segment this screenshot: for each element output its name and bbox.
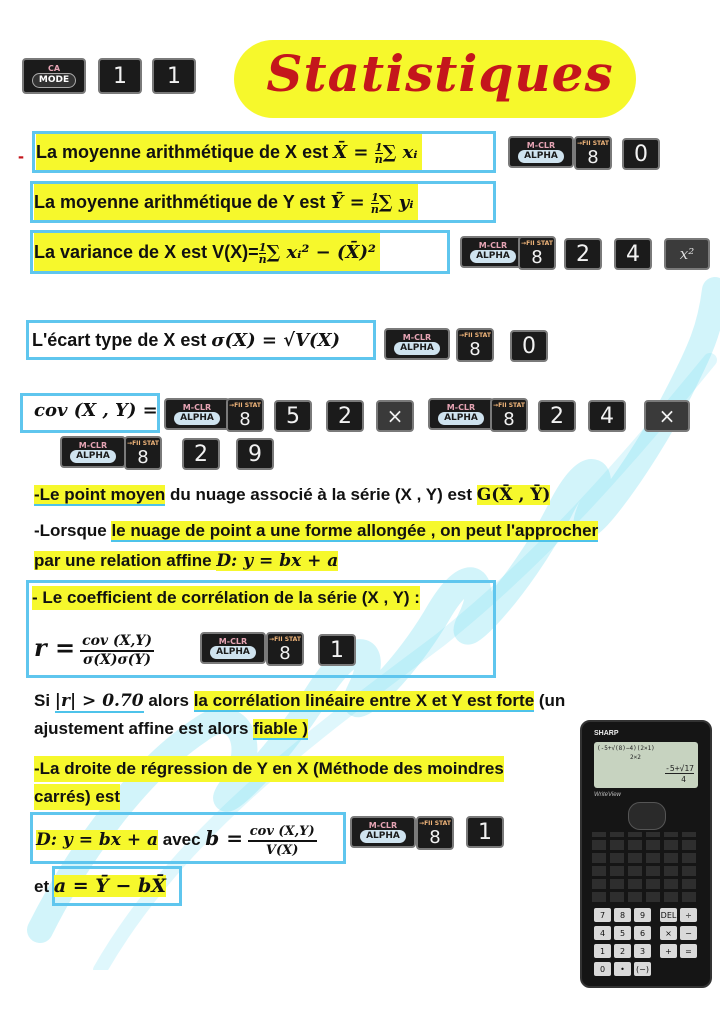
calculator-model: WriteView: [594, 792, 621, 798]
a-line: [34, 870, 166, 902]
key-0[interactable]: 0: [510, 330, 548, 362]
b-left: b =: [205, 826, 243, 850]
regression-formula: [36, 816, 317, 860]
calculator-digit-key: 6: [634, 926, 651, 940]
mean-y-line: [34, 184, 418, 220]
alpha-key[interactable]: [200, 632, 266, 664]
mode-key-label: MODE: [32, 73, 76, 88]
calculator-digit-key: 1: [594, 944, 611, 958]
key-8-label: 8: [279, 642, 291, 664]
calculator-op-grid: [660, 908, 700, 958]
d-formula: D: y = bx + a: [36, 830, 159, 850]
mclr-label: M-CLR: [218, 637, 248, 646]
mean-x-text: La moyenne arithmétique de X est: [36, 142, 329, 162]
key-8[interactable]: [456, 328, 494, 362]
alpha-key[interactable]: [164, 398, 230, 430]
calculator-digit-key: (−): [634, 962, 651, 976]
si-b: alors: [143, 691, 194, 710]
key-1[interactable]: 1: [98, 58, 142, 94]
stat-label: →FII STAT: [419, 819, 451, 827]
stat-label: →FII STAT: [229, 401, 261, 409]
point-moyen-line: [34, 482, 550, 508]
key-8-label: 8: [469, 338, 481, 360]
key-x-squared[interactable]: x²: [664, 238, 710, 270]
calculator-op-key: +: [660, 944, 677, 958]
key-2[interactable]: 2: [326, 400, 364, 432]
mclr-label: M-CLR: [526, 141, 556, 150]
key-2[interactable]: 2: [182, 438, 220, 470]
mean-x-formula-left: X̄ =: [333, 142, 375, 163]
key-4[interactable]: 4: [588, 400, 626, 432]
point-moyen-b: du nuage associé à la série (X , Y) est: [165, 485, 477, 504]
alpha-label: ALPHA: [210, 646, 256, 659]
screen-result-num: -5+√17: [665, 764, 694, 773]
droite-line-2: carrés) est: [34, 784, 120, 810]
one-over-n: $\frac{1}{n}$: [258, 240, 267, 266]
mean-y-formula-left: Ȳ =: [330, 192, 371, 213]
calculator-fn-keys: [592, 832, 700, 902]
droite-line-1: -La droite de régression de Y en X (Méthode des moindres: [34, 756, 504, 782]
stat-label: →FII STAT: [127, 439, 159, 447]
key-8-label: 8: [137, 446, 149, 468]
mean-x-formula-right: ∑ xᵢ: [382, 142, 418, 163]
variance-text: La variance de X est V(X)=: [34, 242, 259, 262]
bullet-dash: -: [18, 146, 24, 166]
ajust-b: fiable ): [253, 719, 308, 738]
r-fraction: $\frac{\text{cov (X,Y)}}{\sigma(X)\sigma(Y)}$: [82, 633, 152, 669]
nuage-c: par une relation affine: [34, 551, 217, 570]
key-8[interactable]: [266, 632, 304, 666]
calculator-op-key: DEL: [660, 908, 677, 922]
mean-x-line: [36, 134, 422, 170]
alpha-label: ALPHA: [518, 150, 564, 163]
calculator-digit-key: •: [614, 962, 631, 976]
std-text: L'écart type de X est: [32, 330, 207, 350]
calculator-digit-key: 9: [634, 908, 651, 922]
ajust-a: ajustement affine est alors: [34, 719, 254, 738]
key-8-label: 8: [503, 408, 515, 430]
key-8-label: 8: [531, 246, 543, 268]
avec-text: avec: [158, 830, 206, 849]
calculator-digit-key: 0: [594, 962, 611, 976]
mclr-label: M-CLR: [478, 241, 508, 250]
alpha-key[interactable]: [350, 816, 416, 848]
calculator-digit-key: 2: [614, 944, 631, 958]
si-formula: |r| > 0.70: [54, 691, 144, 711]
one-over-n: $\frac{1}{n}$: [374, 140, 383, 166]
alpha-key[interactable]: [60, 436, 126, 468]
calculator-dpad: [628, 802, 666, 830]
key-8[interactable]: [416, 816, 454, 850]
nuage-formula: D: y = bx + a: [216, 551, 339, 571]
mclr-label: M-CLR: [402, 333, 432, 342]
screen-result-den: 4: [681, 775, 686, 784]
b-fraction: $\frac{\text{cov (X,Y)}}{V(X)}$: [249, 823, 315, 858]
key-9[interactable]: 9: [236, 438, 274, 470]
calculator-op-key: =: [680, 944, 697, 958]
nuage-a: -Lorsque: [34, 521, 112, 540]
calculator-op-key: ×: [660, 926, 677, 940]
si-line-1: [34, 688, 565, 714]
stat-label: →FII STAT: [493, 401, 525, 409]
stat-label: →FII STAT: [521, 239, 553, 247]
key-5[interactable]: 5: [274, 400, 312, 432]
mean-y-formula-right: ∑ yᵢ: [378, 192, 414, 213]
calculator-digit-key: 5: [614, 926, 631, 940]
a-formula: a = Ȳ − bX̄: [53, 875, 167, 897]
variance-formula: ∑ xᵢ² − (X̄)²: [266, 242, 376, 263]
key-8[interactable]: [226, 398, 264, 432]
mclr-label: M-CLR: [368, 821, 398, 830]
key-8[interactable]: [490, 398, 528, 432]
key-8-label: 8: [239, 408, 251, 430]
key-2[interactable]: 2: [564, 238, 602, 270]
alpha-key[interactable]: [460, 236, 526, 268]
si-line-2: [34, 716, 308, 742]
screen-denominator: 2×2: [630, 754, 641, 761]
stat-label: →FII STAT: [577, 139, 609, 147]
key-8[interactable]: [518, 236, 556, 270]
alpha-label: ALPHA: [394, 342, 440, 355]
calculator-digit-key: 8: [614, 908, 631, 922]
alpha-label: ALPHA: [360, 830, 406, 843]
si-c: la corrélation linéaire entre X et Y est forte: [193, 691, 535, 710]
cov-text: cov (X , Y) =: [34, 400, 158, 421]
mclr-label: M-CLR: [78, 441, 108, 450]
alpha-key[interactable]: [508, 136, 574, 168]
point-moyen-a: -Le point moyen: [34, 485, 166, 504]
key-8[interactable]: [574, 136, 612, 170]
key-times[interactable]: ×: [644, 400, 690, 432]
key-times[interactable]: ×: [376, 400, 414, 432]
calculator-op-key: −: [680, 926, 697, 940]
calculator-brand: SHARP: [594, 730, 619, 737]
alpha-key[interactable]: [384, 328, 450, 360]
key-0[interactable]: 0: [622, 138, 660, 170]
std-formula: σ(X) = √V(X): [211, 330, 341, 351]
mclr-label: M-CLR: [446, 403, 476, 412]
calculator-digit-key: 4: [594, 926, 611, 940]
calculator-screen: [594, 742, 698, 788]
variance-line: [34, 233, 380, 271]
calculator-op-key: ÷: [680, 908, 697, 922]
alpha-key[interactable]: [428, 398, 494, 430]
key-1[interactable]: 1: [152, 58, 196, 94]
calculator-digit-key: 7: [594, 908, 611, 922]
stat-label: →FII STAT: [459, 331, 491, 339]
nuage-line-2: [34, 548, 338, 574]
si-d: (un: [534, 691, 566, 710]
calculator-digit-grid: [594, 908, 654, 976]
r-formula: [34, 622, 154, 674]
mode-key[interactable]: [22, 58, 86, 94]
stat-label: →FII STAT: [269, 635, 301, 643]
key-1[interactable]: 1: [466, 816, 504, 848]
alpha-label: ALPHA: [438, 412, 484, 425]
key-8[interactable]: [124, 436, 162, 470]
mclr-label: M-CLR: [182, 403, 212, 412]
one-over-n: $\frac{1}{n}$: [370, 190, 379, 216]
nuage-line-1: [34, 518, 598, 544]
point-moyen-formula: G(X̄ , Ȳ): [476, 485, 551, 505]
nuage-b: le nuage de point a une forme allongée , on peut l'approcher: [111, 521, 599, 540]
alpha-label: ALPHA: [174, 412, 220, 425]
et-text: et: [34, 877, 54, 896]
si-a: Si: [34, 691, 55, 710]
alpha-label: ALPHA: [70, 450, 116, 463]
screen-expression: (-5+√(8)−4)(2×1): [597, 745, 655, 752]
key-4[interactable]: 4: [614, 238, 652, 270]
calculator-digit-key: 3: [634, 944, 651, 958]
key-1[interactable]: 1: [318, 634, 356, 666]
alpha-label: ALPHA: [470, 250, 516, 263]
page-title: Statistiques: [266, 44, 614, 103]
key-8-label: 8: [429, 826, 441, 848]
mode-key-top: CA: [47, 64, 61, 73]
r-left: r =: [34, 633, 76, 662]
key-2[interactable]: 2: [538, 400, 576, 432]
calculator-image: [580, 720, 712, 988]
mean-y-text: La moyenne arithmétique de Y est: [34, 192, 326, 212]
coef-text: - Le coefficient de corrélation de la série (X , Y) :: [32, 586, 420, 610]
std-line: [32, 323, 340, 357]
key-8-label: 8: [587, 146, 599, 168]
